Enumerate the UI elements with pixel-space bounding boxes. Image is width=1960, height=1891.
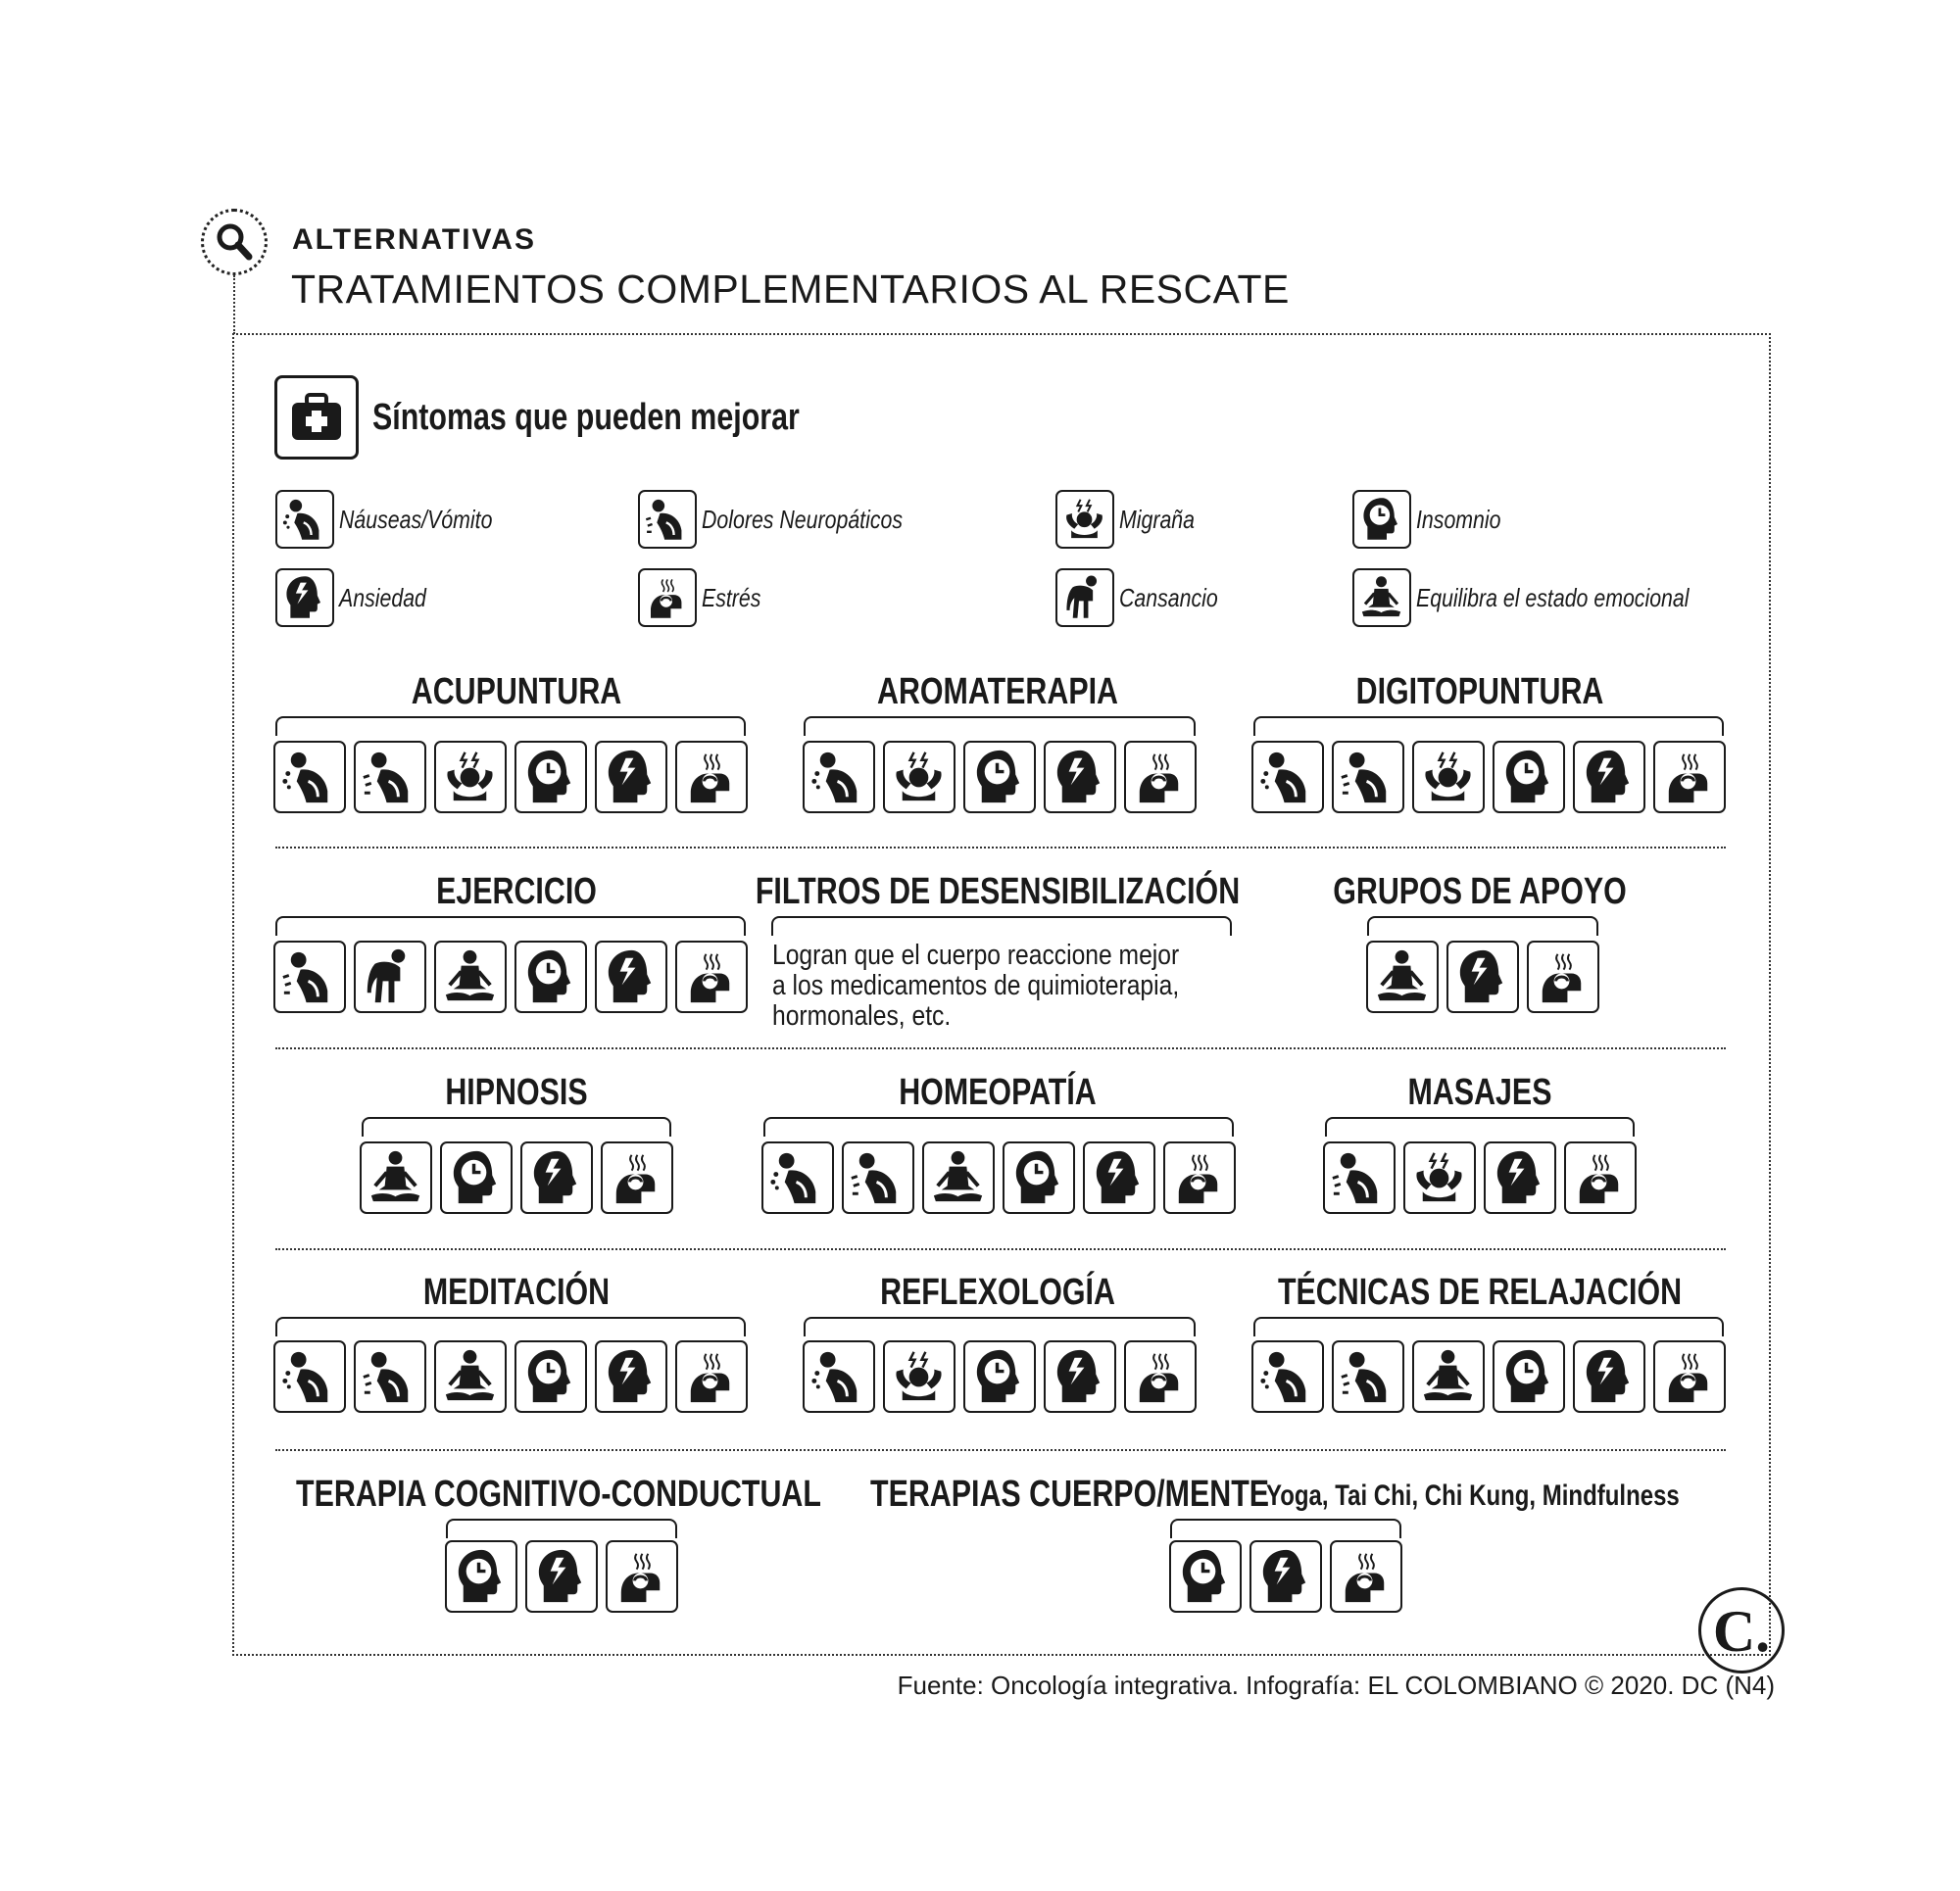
anxiety-icon	[1085, 1143, 1152, 1211]
neuropathic-pain-icon	[1334, 743, 1401, 810]
row-separator	[275, 1248, 1726, 1250]
acupuntura-nausea-tile	[273, 741, 346, 813]
stress-icon	[1126, 743, 1194, 810]
nausea-icon	[277, 492, 331, 546]
hipnosis-stress-tile	[601, 1141, 673, 1214]
frame-connector	[233, 275, 235, 334]
stress-icon	[1126, 1342, 1194, 1410]
legend-label-anxiety: Ansiedad	[339, 583, 426, 612]
t-cnicas-de-relajaci-n-nausea-tile	[1251, 1340, 1324, 1413]
ejercicio-balance-tile	[434, 941, 507, 1013]
t-cnicas-de-relajaci-n-anxiety-tile	[1573, 1340, 1645, 1413]
treatment-bracket	[1367, 916, 1598, 936]
section-tag: ALTERNATIVAS	[292, 223, 536, 256]
row-separator	[275, 847, 1726, 849]
ejercicio-stress-tile	[675, 941, 748, 1013]
stress-icon	[677, 743, 745, 810]
treatment-bracket	[804, 716, 1196, 736]
terapia-cognitivo-conductual-insomnia-tile	[445, 1540, 517, 1613]
meditaci-n-nausea-tile	[273, 1340, 346, 1413]
insomnia-icon	[965, 743, 1033, 810]
treatment-title-masajes: MASAJES	[1407, 1072, 1552, 1113]
row-separator	[275, 1449, 1726, 1451]
homeopat-a-insomnia-tile	[1003, 1141, 1075, 1214]
aromaterapia-insomnia-tile	[963, 741, 1036, 813]
homeopat-a-neuro-tile	[842, 1141, 914, 1214]
acupuntura-stress-tile	[675, 741, 748, 813]
insomnia-icon	[1494, 1342, 1562, 1410]
treatment-title-terapia-cognitivo-conductual: TERAPIA COGNITIVO-CONDUCTUAL	[296, 1474, 821, 1515]
ejercicio-fatigue-tile	[354, 941, 426, 1013]
source-credit: Fuente: Oncología integrativa. Infografía: EL COLOMBIANO © 2020. DC (N4)	[897, 1671, 1775, 1700]
meditation-icon	[1368, 943, 1436, 1010]
neuropathic-pain-icon	[844, 1143, 911, 1211]
masajes-stress-tile	[1564, 1141, 1637, 1214]
meditation-icon	[924, 1143, 992, 1211]
aromaterapia-nausea-tile	[803, 741, 875, 813]
legend-label-nausea: Náuseas/Vómito	[339, 505, 493, 534]
stress-icon	[1655, 743, 1723, 810]
anxiety-icon	[1575, 743, 1642, 810]
treatment-bracket	[275, 1317, 746, 1336]
treatment-title-t-cnicas-de-relajaci-n: TÉCNICAS DE RELAJACIÓN	[1277, 1272, 1683, 1313]
legend-label-fatigue: Cansancio	[1119, 583, 1218, 612]
stress-icon	[608, 1542, 675, 1610]
migraine-icon	[1057, 492, 1111, 546]
legend-nausea-tile	[275, 490, 334, 549]
insomnia-icon	[516, 943, 584, 1010]
neuropathic-pain-icon	[356, 743, 423, 810]
insomnia-icon	[516, 1342, 584, 1410]
legend-insomnia-tile	[1352, 490, 1411, 549]
legend-label-balance: Equilibra el estado emocional	[1416, 583, 1690, 612]
treatment-title-ejercicio: EJERCICIO	[436, 871, 597, 912]
terapia-cognitivo-conductual-anxiety-tile	[525, 1540, 598, 1613]
homeopat-a-nausea-tile	[761, 1141, 834, 1214]
legend-label-neuro: Dolores Neuropáticos	[702, 505, 904, 534]
insomnia-icon	[516, 743, 584, 810]
treatment-title-terapias-cuerpo-mente: TERAPIAS CUERPO/MENTE	[870, 1474, 1270, 1515]
treatment-title-homeopat-a: HOMEOPATÍA	[899, 1072, 1097, 1113]
search-badge	[201, 209, 268, 275]
insomnia-icon	[1004, 1143, 1072, 1211]
digitopuntura-nausea-tile	[1251, 741, 1324, 813]
stress-icon	[640, 570, 694, 624]
anxiety-icon	[597, 943, 664, 1010]
t-cnicas-de-relajaci-n-stress-tile	[1653, 1340, 1726, 1413]
anxiety-icon	[277, 570, 331, 624]
insomnia-icon	[447, 1542, 514, 1610]
treatment-bracket	[1253, 716, 1724, 736]
treatment-title-hipnosis: HIPNOSIS	[445, 1072, 588, 1113]
description-line: a los medicamentos de quimioterapia,	[772, 970, 1180, 1001]
meditation-icon	[1414, 1342, 1482, 1410]
page-title: TRATAMIENTOS COMPLEMENTARIOS AL RESCATE	[291, 267, 1290, 312]
treatment-title-grupos-de-apoyo: GRUPOS DE APOYO	[1333, 871, 1627, 912]
stress-icon	[1529, 943, 1596, 1010]
legend-migraine-tile	[1055, 490, 1114, 549]
hipnosis-balance-tile	[360, 1141, 432, 1214]
meditaci-n-insomnia-tile	[514, 1340, 587, 1413]
legend-heading: Síntomas que pueden mejorar	[372, 397, 800, 438]
treatment-bracket	[275, 716, 746, 736]
migraine-icon	[885, 1342, 953, 1410]
treatment-bracket	[1253, 1317, 1724, 1336]
digitopuntura-neuro-tile	[1332, 741, 1404, 813]
nausea-icon	[1253, 743, 1321, 810]
neuropathic-pain-icon	[275, 943, 343, 1010]
stress-icon	[1566, 1143, 1634, 1211]
acupuntura-anxiety-tile	[595, 741, 667, 813]
meditation-icon	[1354, 570, 1408, 624]
stress-icon	[1332, 1542, 1399, 1610]
anxiety-icon	[1046, 743, 1113, 810]
nausea-icon	[763, 1143, 831, 1211]
stress-icon	[603, 1143, 670, 1211]
stress-icon	[677, 1342, 745, 1410]
insomnia-icon	[1494, 743, 1562, 810]
first-aid-kit-icon	[277, 378, 356, 457]
grupos-de-apoyo-anxiety-tile	[1446, 941, 1519, 1013]
anxiety-icon	[1486, 1143, 1553, 1211]
aromaterapia-anxiety-tile	[1044, 741, 1116, 813]
neuropathic-pain-icon	[1325, 1143, 1393, 1211]
neuropathic-pain-icon	[640, 492, 694, 546]
anxiety-icon	[597, 1342, 664, 1410]
search-icon	[204, 212, 265, 272]
masajes-migraine-tile	[1403, 1141, 1476, 1214]
treatment-title-filtros-de-desensibilizaci-n: FILTROS DE DESENSIBILIZACIÓN	[755, 871, 1241, 912]
anxiety-icon	[597, 743, 664, 810]
treatment-bracket	[1170, 1519, 1401, 1538]
hipnosis-insomnia-tile	[440, 1141, 513, 1214]
terapias-cuerpo-mente-stress-tile	[1330, 1540, 1402, 1613]
stress-icon	[1165, 1143, 1233, 1211]
nausea-icon	[275, 1342, 343, 1410]
digitopuntura-anxiety-tile	[1573, 741, 1645, 813]
insomnia-icon	[965, 1342, 1033, 1410]
nausea-icon	[805, 743, 872, 810]
treatment-title-meditaci-n: MEDITACIÓN	[422, 1272, 611, 1313]
legend-neuro-tile	[638, 490, 697, 549]
meditaci-n-neuro-tile	[354, 1340, 426, 1413]
meditaci-n-stress-tile	[675, 1340, 748, 1413]
acupuntura-insomnia-tile	[514, 741, 587, 813]
legend-label-insomnia: Insomnio	[1416, 505, 1501, 534]
anxiety-icon	[1575, 1342, 1642, 1410]
meditation-icon	[436, 943, 504, 1010]
anxiety-icon	[527, 1542, 595, 1610]
legend-stress-tile	[638, 568, 697, 627]
digitopuntura-stress-tile	[1653, 741, 1726, 813]
insomnia-icon	[1171, 1542, 1239, 1610]
treatment-description	[772, 941, 1179, 1032]
treatment-title-reflexolog-a: REFLEXOLOGÍA	[880, 1272, 1115, 1313]
acupuntura-migraine-tile	[434, 741, 507, 813]
neuropathic-pain-icon	[356, 1342, 423, 1410]
reflexolog-a-anxiety-tile	[1044, 1340, 1116, 1413]
nausea-icon	[275, 743, 343, 810]
insomnia-icon	[442, 1143, 510, 1211]
digitopuntura-migraine-tile	[1412, 741, 1485, 813]
terapia-cognitivo-conductual-stress-tile	[606, 1540, 678, 1613]
anxiety-icon	[1448, 943, 1516, 1010]
reflexolog-a-insomnia-tile	[963, 1340, 1036, 1413]
treatment-bracket	[275, 916, 746, 936]
legend-fatigue-tile	[1055, 568, 1114, 627]
treatment-bracket	[804, 1317, 1196, 1336]
migraine-icon	[1414, 743, 1482, 810]
treatment-bracket	[1325, 1117, 1635, 1137]
masajes-anxiety-tile	[1484, 1141, 1556, 1214]
reflexolog-a-migraine-tile	[883, 1340, 956, 1413]
fatigue-icon	[1057, 570, 1111, 624]
el-colombiano-logo	[1698, 1587, 1785, 1673]
stress-icon	[677, 943, 745, 1010]
masajes-neuro-tile	[1323, 1141, 1396, 1214]
description-line: hormonales, etc.	[772, 1000, 952, 1032]
legend-label-migraine: Migraña	[1119, 505, 1196, 534]
t-cnicas-de-relajaci-n-neuro-tile	[1332, 1340, 1404, 1413]
ejercicio-anxiety-tile	[595, 941, 667, 1013]
homeopat-a-balance-tile	[922, 1141, 995, 1214]
meditation-icon	[362, 1143, 429, 1211]
migraine-icon	[436, 743, 504, 810]
treatment-title-aromaterapia: AROMATERAPIA	[876, 671, 1118, 712]
treatment-bracket	[362, 1117, 671, 1137]
legend-anxiety-tile	[275, 568, 334, 627]
aromaterapia-stress-tile	[1124, 741, 1197, 813]
neuropathic-pain-icon	[1334, 1342, 1401, 1410]
grupos-de-apoyo-stress-tile	[1527, 941, 1599, 1013]
description-line: Logran que el cuerpo reaccione mejor	[772, 940, 1180, 971]
treatment-bracket	[446, 1519, 677, 1538]
hipnosis-anxiety-tile	[520, 1141, 593, 1214]
treatment-extra: Yoga, Tai Chi, Chi Kung, Mindfulness	[1266, 1479, 1680, 1512]
grupos-de-apoyo-balance-tile	[1366, 941, 1439, 1013]
fatigue-icon	[356, 943, 423, 1010]
stress-icon	[1655, 1342, 1723, 1410]
reflexolog-a-stress-tile	[1124, 1340, 1197, 1413]
acupuntura-neuro-tile	[354, 741, 426, 813]
meditation-icon	[436, 1342, 504, 1410]
anxiety-icon	[522, 1143, 590, 1211]
terapias-cuerpo-mente-insomnia-tile	[1169, 1540, 1242, 1613]
anxiety-icon	[1251, 1542, 1319, 1610]
insomnia-icon	[1354, 492, 1408, 546]
migraine-icon	[1405, 1143, 1473, 1211]
terapias-cuerpo-mente-anxiety-tile	[1250, 1540, 1322, 1613]
legend-label-stress: Estrés	[702, 583, 761, 612]
row-separator	[275, 1047, 1726, 1049]
aromaterapia-migraine-tile	[883, 741, 956, 813]
treatment-bracket	[763, 1117, 1234, 1137]
t-cnicas-de-relajaci-n-balance-tile	[1412, 1340, 1485, 1413]
nausea-icon	[1253, 1342, 1321, 1410]
nausea-icon	[805, 1342, 872, 1410]
ejercicio-neuro-tile	[273, 941, 346, 1013]
logo-text: C.	[1712, 1599, 1771, 1664]
treatment-bracket	[771, 916, 1232, 936]
treatment-title-digitopuntura: DIGITOPUNTURA	[1355, 671, 1604, 712]
treatment-title-acupuntura: ACUPUNTURA	[411, 671, 622, 712]
legend-balance-tile	[1352, 568, 1411, 627]
anxiety-icon	[1046, 1342, 1113, 1410]
reflexolog-a-nausea-tile	[803, 1340, 875, 1413]
meditaci-n-anxiety-tile	[595, 1340, 667, 1413]
first-aid-kit-tile	[274, 375, 359, 460]
ejercicio-insomnia-tile	[514, 941, 587, 1013]
digitopuntura-insomnia-tile	[1493, 741, 1565, 813]
migraine-icon	[885, 743, 953, 810]
homeopat-a-anxiety-tile	[1083, 1141, 1155, 1214]
meditaci-n-balance-tile	[434, 1340, 507, 1413]
homeopat-a-stress-tile	[1163, 1141, 1236, 1214]
t-cnicas-de-relajaci-n-insomnia-tile	[1493, 1340, 1565, 1413]
